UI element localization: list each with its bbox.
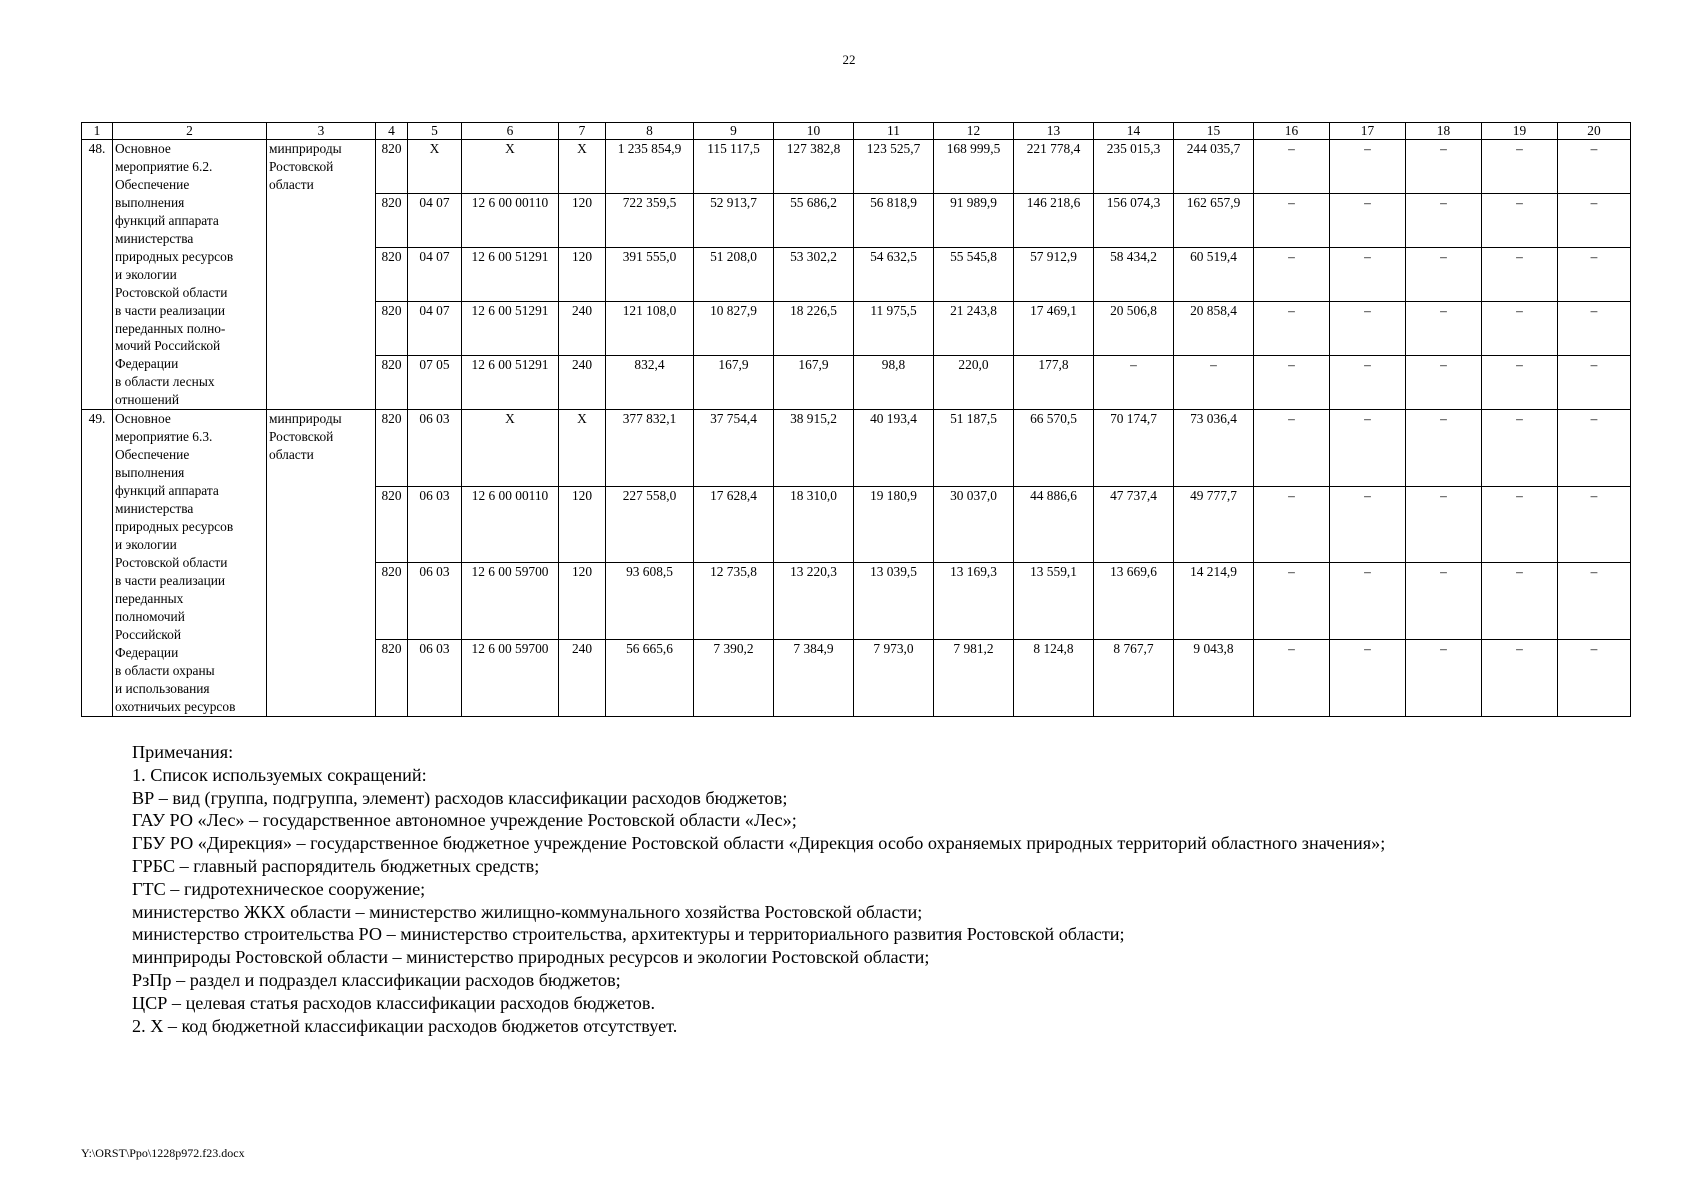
column-number-row — [82, 123, 1631, 140]
csr-code: X — [462, 140, 559, 194]
amount-cell: 20 506,8 — [1094, 302, 1174, 356]
amount-cell: 8 124,8 — [1014, 639, 1094, 716]
note-line: 2. Х – код бюджетной классификации расходов бюджетов отсутствует. — [132, 1015, 678, 1036]
amount-cell: – — [1406, 140, 1482, 194]
amount-cell: – — [1094, 356, 1174, 410]
activity-name-line: мероприятие 6.3. — [115, 429, 213, 445]
amount-cell: – — [1482, 140, 1558, 194]
amount-cell: 1 235 854,9 — [606, 140, 694, 194]
amount-cell: – — [1482, 302, 1558, 356]
amount-cell: 60 519,4 — [1174, 248, 1254, 302]
amount-cell: – — [1254, 486, 1330, 563]
amount-cell: – — [1482, 248, 1558, 302]
row-number: 48. — [82, 140, 113, 410]
column-header: 9 — [694, 123, 774, 140]
column-header: 17 — [1330, 123, 1406, 140]
column-header: 7 — [559, 123, 606, 140]
amount-cell: 168 999,5 — [934, 140, 1014, 194]
amount-cell: 18 310,0 — [774, 486, 854, 563]
executor-line: Ростовской — [269, 158, 334, 174]
column-header: 20 — [1558, 123, 1631, 140]
activity-name-line: и использования — [115, 680, 210, 696]
csr-code: 12 6 00 59700 — [462, 563, 559, 640]
note-line: РзПр – раздел и подраздел классификации расходов бюджетов; — [132, 969, 621, 990]
activity-name-line: Ростовской области — [115, 284, 228, 300]
amount-cell: 123 525,7 — [854, 140, 934, 194]
activity-name-line: министерства — [115, 501, 194, 517]
activity-name-line: отношений — [115, 392, 179, 408]
activity-name-line: и экологии — [115, 536, 177, 552]
activity-name-line: в части реализации — [115, 572, 226, 588]
amount-cell: – — [1558, 639, 1631, 716]
amount-cell: 9 043,8 — [1174, 639, 1254, 716]
rzpr-code: 04 07 — [408, 302, 462, 356]
amount-cell: 13 669,6 — [1094, 563, 1174, 640]
amount-cell: – — [1558, 486, 1631, 563]
amount-cell: – — [1482, 563, 1558, 640]
grbs-code: 820 — [376, 248, 408, 302]
vr-code: 120 — [559, 248, 606, 302]
column-header: 1 — [82, 123, 113, 140]
amount-cell: – — [1406, 248, 1482, 302]
notes-section — [132, 741, 1385, 1037]
rzpr-code: 06 03 — [408, 639, 462, 716]
column-header: 18 — [1406, 123, 1482, 140]
executor-line: Ростовской — [269, 429, 334, 445]
grbs-code: 820 — [376, 194, 408, 248]
amount-cell: 52 913,7 — [694, 194, 774, 248]
note-line: министерство ЖКХ области – министерство жилищно-коммунального хозяйства Ростовской области; — [132, 901, 923, 922]
vr-code: 120 — [559, 486, 606, 563]
column-header: 16 — [1254, 123, 1330, 140]
csr-code: X — [462, 410, 559, 487]
amount-cell: 391 555,0 — [606, 248, 694, 302]
vr-code: 240 — [559, 356, 606, 410]
amount-cell: 30 037,0 — [934, 486, 1014, 563]
amount-cell: 377 832,1 — [606, 410, 694, 487]
amount-cell: 17 628,4 — [694, 486, 774, 563]
responsible-executor — [267, 410, 376, 716]
amount-cell: 220,0 — [934, 356, 1014, 410]
amount-cell: 19 180,9 — [854, 486, 934, 563]
activity-name-line: Федерации — [115, 644, 179, 660]
note-line: ГАУ РО «Лес» – государственное автономное учреждение Ростовской области «Лес»; — [132, 810, 797, 831]
amount-cell: 14 214,9 — [1174, 563, 1254, 640]
amount-cell: – — [1558, 410, 1631, 487]
amount-cell: – — [1330, 639, 1406, 716]
amount-cell: 57 912,9 — [1014, 248, 1094, 302]
amount-cell: – — [1558, 140, 1631, 194]
column-header: 12 — [934, 123, 1014, 140]
rzpr-code: 07 05 — [408, 356, 462, 410]
vr-code: 240 — [559, 302, 606, 356]
amount-cell: – — [1330, 140, 1406, 194]
column-header: 11 — [854, 123, 934, 140]
amount-cell: 832,4 — [606, 356, 694, 410]
csr-code: 12 6 00 51291 — [462, 356, 559, 410]
amount-cell: – — [1406, 356, 1482, 410]
activity-name-line: мочий Российской — [115, 338, 221, 354]
amount-cell: 55 686,2 — [774, 194, 854, 248]
activity-name-line: в части реализации — [115, 302, 226, 318]
amount-cell: 70 174,7 — [1094, 410, 1174, 487]
amount-cell: 121 108,0 — [606, 302, 694, 356]
amount-cell: 177,8 — [1014, 356, 1094, 410]
activity-name — [113, 410, 267, 716]
amount-cell: – — [1330, 248, 1406, 302]
grbs-code: 820 — [376, 410, 408, 487]
activity-name-line: Российской — [115, 626, 181, 642]
rzpr-code: 06 03 — [408, 563, 462, 640]
amount-cell: 146 218,6 — [1014, 194, 1094, 248]
amount-cell: 227 558,0 — [606, 486, 694, 563]
column-header: 19 — [1482, 123, 1558, 140]
activity-name-line: природных ресурсов — [115, 248, 234, 264]
row-number: 49. — [82, 410, 113, 716]
amount-cell: 167,9 — [694, 356, 774, 410]
amount-cell: 73 036,4 — [1174, 410, 1254, 487]
amount-cell: 156 074,3 — [1094, 194, 1174, 248]
note-line: минприроды Ростовской области – министерство природных ресурсов и экологии Ростовской области; — [132, 947, 930, 968]
activity-name-line: природных ресурсов — [115, 519, 234, 535]
csr-code: 12 6 00 51291 — [462, 302, 559, 356]
amount-cell: 38 915,2 — [774, 410, 854, 487]
column-header: 5 — [408, 123, 462, 140]
column-header: 4 — [376, 123, 408, 140]
activity-name-line: мероприятие 6.2. — [115, 158, 213, 174]
activity-name-line: охотничьих ресурсов — [115, 698, 236, 714]
responsible-executor — [267, 140, 376, 410]
amount-cell: 56 665,6 — [606, 639, 694, 716]
amount-cell: – — [1406, 302, 1482, 356]
amount-cell: 55 545,8 — [934, 248, 1014, 302]
table-row — [82, 140, 1631, 194]
amount-cell: 18 226,5 — [774, 302, 854, 356]
column-header: 13 — [1014, 123, 1094, 140]
csr-code: 12 6 00 00110 — [462, 194, 559, 248]
activity-name-line: Федерации — [115, 356, 179, 372]
rzpr-code: 04 07 — [408, 194, 462, 248]
amount-cell: 244 035,7 — [1174, 140, 1254, 194]
amount-cell: – — [1558, 194, 1631, 248]
amount-cell: – — [1330, 486, 1406, 563]
amount-cell: 93 608,5 — [606, 563, 694, 640]
amount-cell: – — [1406, 563, 1482, 640]
grbs-code: 820 — [376, 302, 408, 356]
amount-cell: 7 384,9 — [774, 639, 854, 716]
column-header: 14 — [1094, 123, 1174, 140]
amount-cell: 115 117,5 — [694, 140, 774, 194]
csr-code: 12 6 00 00110 — [462, 486, 559, 563]
amount-cell: – — [1482, 486, 1558, 563]
rzpr-code: X — [408, 140, 462, 194]
table-body — [82, 140, 1631, 717]
amount-cell: 98,8 — [854, 356, 934, 410]
activity-name-line: Обеспечение — [115, 447, 190, 463]
csr-code: 12 6 00 59700 — [462, 639, 559, 716]
amount-cell: – — [1558, 563, 1631, 640]
amount-cell: 7 973,0 — [854, 639, 934, 716]
note-line: ГРБС – главный распорядитель бюджетных средств; — [132, 855, 540, 876]
activity-name-line: в области охраны — [115, 662, 215, 678]
rzpr-code: 06 03 — [408, 486, 462, 563]
amount-cell: – — [1254, 140, 1330, 194]
activity-name-line: переданных полно- — [115, 320, 226, 336]
amount-cell: 91 989,9 — [934, 194, 1014, 248]
amount-cell: – — [1482, 639, 1558, 716]
amount-cell: 17 469,1 — [1014, 302, 1094, 356]
amount-cell: 722 359,5 — [606, 194, 694, 248]
amount-cell: – — [1330, 302, 1406, 356]
amount-cell: – — [1406, 639, 1482, 716]
amount-cell: – — [1254, 356, 1330, 410]
amount-cell: 127 382,8 — [774, 140, 854, 194]
amount-cell: 13 039,5 — [854, 563, 934, 640]
executor-line: минприроды — [269, 411, 342, 427]
amount-cell: – — [1406, 194, 1482, 248]
executor-line: области — [269, 446, 314, 462]
amount-cell: – — [1482, 356, 1558, 410]
amount-cell: 20 858,4 — [1174, 302, 1254, 356]
amount-cell: 37 754,4 — [694, 410, 774, 487]
amount-cell: 21 243,8 — [934, 302, 1014, 356]
amount-cell: – — [1330, 194, 1406, 248]
column-header: 2 — [113, 123, 267, 140]
vr-code: X — [559, 140, 606, 194]
amount-cell: 13 559,1 — [1014, 563, 1094, 640]
executor-line: области — [269, 176, 314, 192]
activity-name-line: выполнения — [115, 194, 185, 210]
rzpr-code: 04 07 — [408, 248, 462, 302]
note-line: министерство строительства РО – министерство строительства, архитектуры и территориального развития Ростовской области; — [132, 924, 1125, 945]
grbs-code: 820 — [376, 639, 408, 716]
amount-cell: – — [1406, 486, 1482, 563]
activity-name-line: переданных — [115, 590, 184, 606]
amount-cell: 7 981,2 — [934, 639, 1014, 716]
amount-cell: – — [1558, 356, 1631, 410]
vr-code: 120 — [559, 563, 606, 640]
grbs-code: 820 — [376, 486, 408, 563]
amount-cell: – — [1330, 356, 1406, 410]
amount-cell: 53 302,2 — [774, 248, 854, 302]
table-header — [82, 123, 1631, 140]
amount-cell: 235 015,3 — [1094, 140, 1174, 194]
table-row — [82, 410, 1631, 487]
activity-name — [113, 140, 267, 410]
notes-title: Примечания: — [132, 742, 234, 762]
amount-cell: – — [1330, 563, 1406, 640]
page-number: 22 — [842, 52, 856, 67]
amount-cell: 10 827,9 — [694, 302, 774, 356]
amount-cell: 56 818,9 — [854, 194, 934, 248]
amount-cell: – — [1254, 248, 1330, 302]
activity-name-line: Ростовской области — [115, 554, 228, 570]
grbs-code: 820 — [376, 356, 408, 410]
note-line: ВР – вид (группа, подгруппа, элемент) расходов классификации расходов бюджетов; — [132, 787, 788, 808]
activity-name-line: Основное — [115, 411, 171, 427]
amount-cell: 66 570,5 — [1014, 410, 1094, 487]
grbs-code: 820 — [376, 563, 408, 640]
amount-cell: – — [1482, 194, 1558, 248]
amount-cell: 11 975,5 — [854, 302, 934, 356]
amount-cell: 8 767,7 — [1094, 639, 1174, 716]
budget-table — [81, 122, 1631, 717]
column-header: 8 — [606, 123, 694, 140]
amount-cell: 162 657,9 — [1174, 194, 1254, 248]
amount-cell: 167,9 — [774, 356, 854, 410]
activity-name-line: функций аппарата — [115, 483, 219, 499]
amount-cell: 13 220,3 — [774, 563, 854, 640]
amount-cell: 58 434,2 — [1094, 248, 1174, 302]
rzpr-code: 06 03 — [408, 410, 462, 487]
amount-cell: 49 777,7 — [1174, 486, 1254, 563]
note-line: ЦСР – целевая статья расходов классификации расходов бюджетов. — [132, 992, 656, 1013]
activity-name-line: Основное — [115, 141, 171, 156]
amount-cell: 13 169,3 — [934, 563, 1014, 640]
activity-name-line: выполнения — [115, 465, 185, 481]
activity-name-line: функций аппарата — [115, 212, 219, 228]
amount-cell: 51 208,0 — [694, 248, 774, 302]
amount-cell: – — [1558, 248, 1631, 302]
amount-cell: – — [1174, 356, 1254, 410]
activity-name-line: полномочий — [115, 608, 185, 624]
csr-code: 12 6 00 51291 — [462, 248, 559, 302]
amount-cell: – — [1254, 563, 1330, 640]
amount-cell: – — [1406, 410, 1482, 487]
amount-cell: 47 737,4 — [1094, 486, 1174, 563]
amount-cell: 44 886,6 — [1014, 486, 1094, 563]
note-line: ГБУ РО «Дирекция» – государственное бюджетное учреждение Ростовской области «Дирекция особо охраняемых природных территорий областного значения»; — [132, 833, 1386, 854]
amount-cell: 12 735,8 — [694, 563, 774, 640]
column-header: 10 — [774, 123, 854, 140]
activity-name-line: Обеспечение — [115, 176, 190, 192]
column-header: 6 — [462, 123, 559, 140]
column-header: 3 — [267, 123, 376, 140]
activity-name-line: и экологии — [115, 266, 177, 282]
grbs-code: 820 — [376, 140, 408, 194]
activity-name-line: в области лесных — [115, 374, 215, 390]
amount-cell: 221 778,4 — [1014, 140, 1094, 194]
executor-line: минприроды — [269, 141, 342, 156]
column-header: 15 — [1174, 123, 1254, 140]
amount-cell: – — [1254, 639, 1330, 716]
amount-cell: 51 187,5 — [934, 410, 1014, 487]
amount-cell: 40 193,4 — [854, 410, 934, 487]
note-line: ГТС – гидротехническое сооружение; — [132, 878, 426, 899]
amount-cell: – — [1254, 410, 1330, 487]
activity-name-line: министерства — [115, 230, 194, 246]
amount-cell: – — [1558, 302, 1631, 356]
amount-cell: – — [1330, 410, 1406, 487]
vr-code: 120 — [559, 194, 606, 248]
footer-file-path: Y:\ORST\Ppo\1228p972.f23.docx — [81, 1146, 245, 1160]
amount-cell: – — [1254, 194, 1330, 248]
vr-code: X — [559, 410, 606, 487]
amount-cell: – — [1254, 302, 1330, 356]
note-line: 1. Список используемых сокращений: — [132, 764, 427, 785]
amount-cell: 7 390,2 — [694, 639, 774, 716]
amount-cell: – — [1482, 410, 1558, 487]
amount-cell: 54 632,5 — [854, 248, 934, 302]
vr-code: 240 — [559, 639, 606, 716]
